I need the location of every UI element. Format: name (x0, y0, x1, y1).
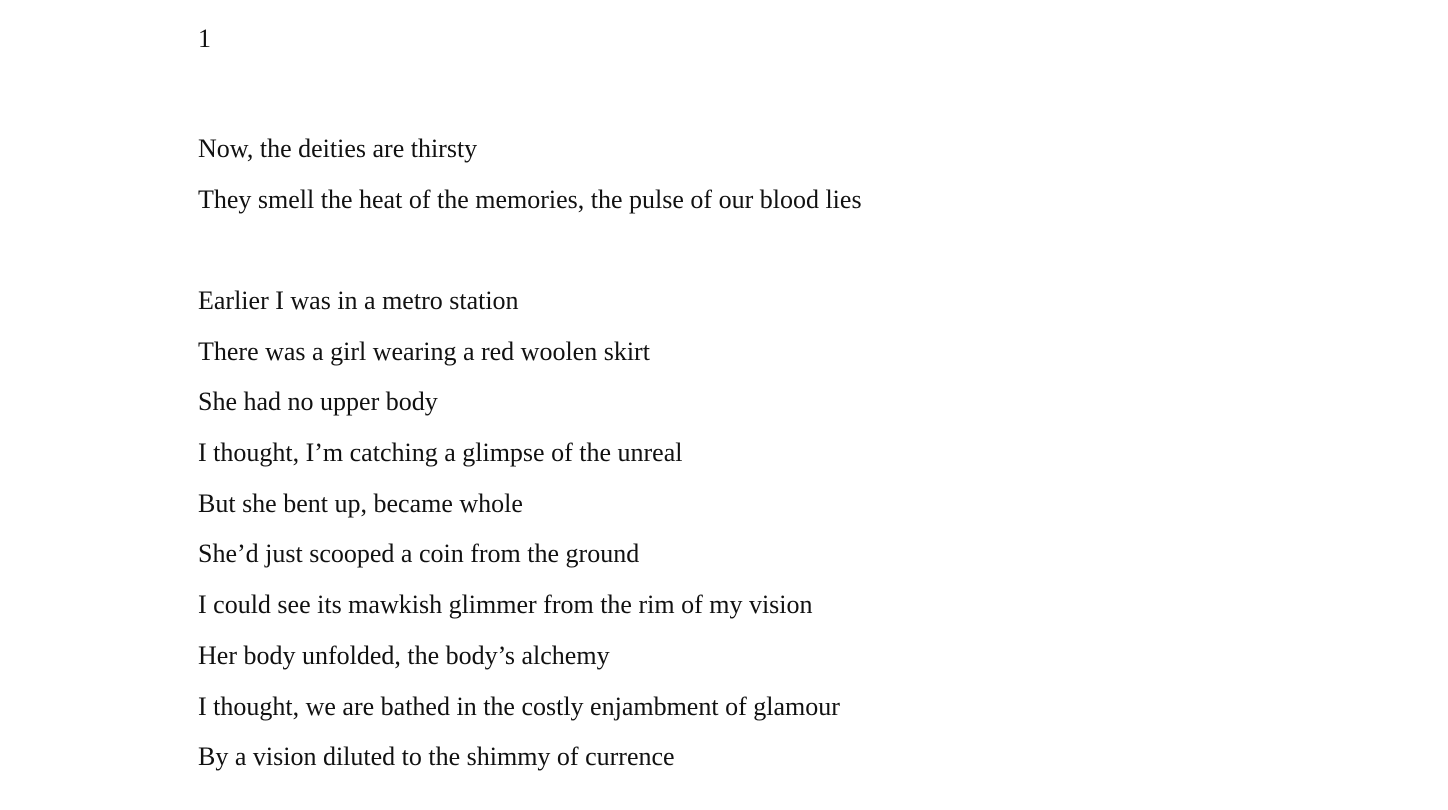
stanza-2 (198, 276, 840, 783)
poem-line: Earlier I was in a metro station (198, 286, 519, 315)
poem-line: I thought, we are bathed in the costly enjambment of glamour (198, 691, 840, 721)
poem-line: I could see its mawkish glimmer from the rim of my vision (198, 590, 813, 620)
section-number: 1 (198, 24, 211, 53)
poem-line: There was a girl wearing a red woolen skirt (198, 336, 650, 366)
poem-line: But she bent up, became whole (198, 488, 523, 518)
poem-line: She had no upper body (198, 387, 438, 417)
stanza-1 (198, 124, 862, 225)
poem-line: Now, the deities are thirsty (198, 134, 478, 163)
poem-line: Her body unfolded, the body’s alchemy (198, 640, 610, 670)
poem-line: By a vision diluted to the shimmy of currence (198, 742, 675, 772)
poem-line: She’d just scooped a coin from the ground (198, 539, 640, 569)
poem-line: I thought, I’m catching a glimpse of the unreal (198, 438, 683, 468)
poem-line: They smell the heat of the memories, the pulse of our blood lies (198, 184, 862, 214)
